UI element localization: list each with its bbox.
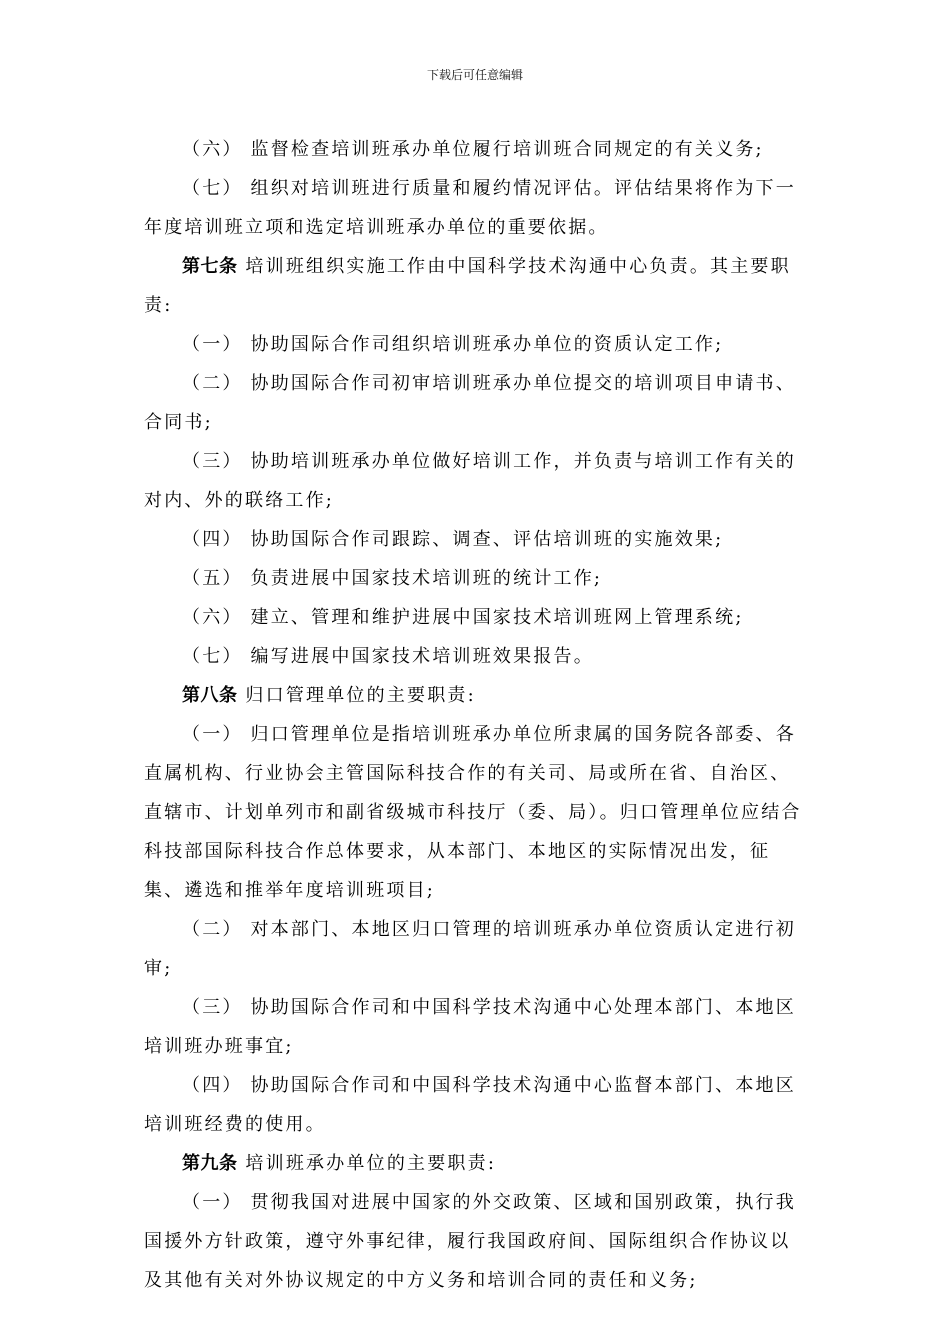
- paragraph-text: 协助国际合作司初审培训班承办单位提交的培训项目申请书、合同书;: [144, 373, 796, 433]
- paragraph-text: 协助国际合作司组织培训班承办单位的资质认定工作;: [242, 334, 724, 355]
- item-number: （三）: [182, 451, 243, 472]
- paragraph-text: 建立、管理和维护进展中国家技术培训班网上管理系统;: [242, 607, 744, 628]
- paragraph: [144, 130, 806, 169]
- paragraph: [144, 559, 806, 598]
- paragraph: [144, 1066, 806, 1144]
- paragraph-text: 归口管理单位是指培训班承办单位所隶属的国务院各部委、各直属机构、行业协会主管国际科技合作的有关司、局或所在省、自治区、直辖市、计划单列市和副省级城市科技厅（委、局）。归口管理单位应结合科技部国际科技合作总体要求，从本部门、本地区的实际情况出发，征集、遴选和推举年度培训班项目;: [144, 724, 802, 901]
- item-number: （六）: [182, 607, 243, 628]
- article-heading: [144, 1144, 806, 1183]
- article-heading: [144, 247, 806, 325]
- paragraph-text: 协助国际合作司和中国科学技术沟通中心处理本部门、本地区培训班办班事宜;: [144, 997, 796, 1057]
- item-number: （一）: [182, 724, 243, 745]
- paragraph: [144, 520, 806, 559]
- paragraph-text: 组织对培训班进行质量和履约情况评估。评估结果将作为下一年度培训班立项和选定培训班承办单位的重要依据。: [144, 178, 796, 238]
- item-number: （六）: [182, 139, 243, 160]
- paragraph: [144, 715, 806, 910]
- paragraph-text: 培训班组织实施工作由中国科学技术沟通中心负责。其主要职责:: [144, 256, 791, 316]
- paragraph-text: 培训班承办单位的主要职责:: [237, 1153, 497, 1174]
- item-number: （四）: [182, 1075, 243, 1096]
- paragraph-text: 监督检查培训班承办单位履行培训班合同规定的有关义务;: [242, 139, 764, 160]
- item-number: （二）: [182, 373, 243, 394]
- article-number: 第七条: [182, 256, 238, 277]
- page-header: 下载后可任意编辑: [426, 68, 523, 82]
- item-number: （五）: [182, 568, 243, 589]
- paragraph: [144, 325, 806, 364]
- item-number: （三）: [182, 997, 243, 1018]
- paragraph-text: 归口管理单位的主要职责:: [237, 685, 476, 706]
- item-number: （一）: [182, 1192, 243, 1213]
- paragraph-text: 协助培训班承办单位做好培训工作，并负责与培训工作有关的对内、外的联络工作;: [144, 451, 796, 511]
- item-number: （七）: [182, 178, 243, 199]
- document-body: [144, 130, 806, 1300]
- paragraph: [144, 364, 806, 442]
- article-number: 第九条: [182, 1153, 238, 1174]
- article-heading: [144, 676, 806, 715]
- paragraph-text: 协助国际合作司跟踪、调查、评估培训班的实施效果;: [242, 529, 724, 550]
- paragraph: [144, 988, 806, 1066]
- item-number: （七）: [182, 646, 243, 667]
- item-number: （二）: [182, 919, 243, 940]
- paragraph: [144, 910, 806, 988]
- paragraph: [144, 1183, 806, 1300]
- paragraph-text: 协助国际合作司和中国科学技术沟通中心监督本部门、本地区培训班经费的使用。: [144, 1075, 796, 1135]
- paragraph: [144, 442, 806, 520]
- item-number: （一）: [182, 334, 243, 355]
- paragraph: [144, 637, 806, 676]
- paragraph-text: 贯彻我国对进展中国家的外交政策、区域和国别政策，执行我国援外方针政策，遵守外事纪律，履行我国政府间、国际组织合作协议以及其他有关对外协议规定的中方义务和培训合同的责任和义务;: [144, 1192, 796, 1291]
- item-number: （四）: [182, 529, 243, 550]
- paragraph: [144, 598, 806, 637]
- article-number: 第八条: [182, 685, 238, 706]
- paragraph-text: 编写进展中国家技术培训班效果报告。: [242, 646, 594, 667]
- paragraph-text: 负责进展中国家技术培训班的统计工作;: [242, 568, 603, 589]
- paragraph-text: 对本部门、本地区归口管理的培训班承办单位资质认定进行初审;: [144, 919, 796, 979]
- paragraph: [144, 169, 806, 247]
